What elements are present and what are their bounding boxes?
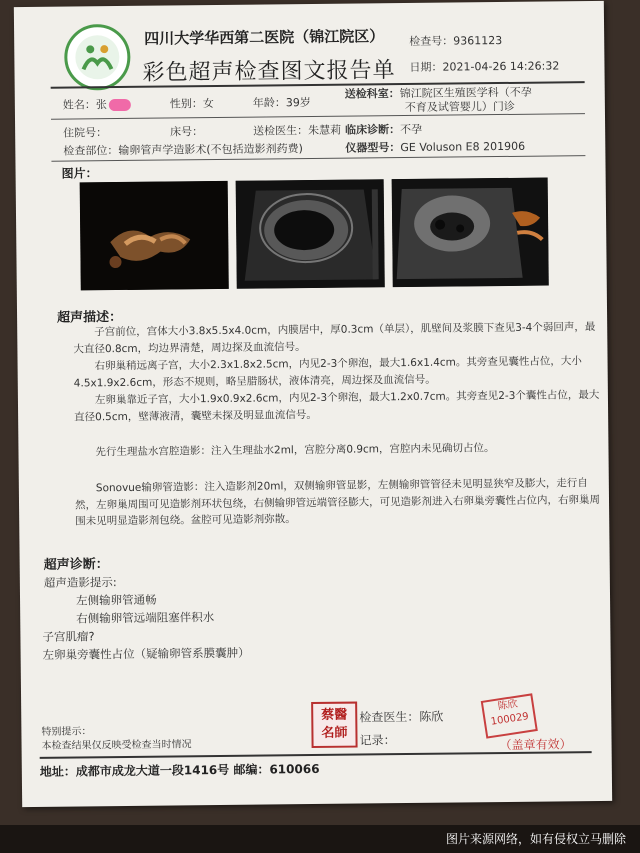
diagnosis-line-5: 左卵巢旁囊性占位（疑输卵管系膜囊肿）	[42, 645, 250, 662]
device-model-value: GE Voluson E8 201906	[400, 139, 526, 155]
ultrasound-image-2	[236, 179, 385, 289]
diagnosis-title: 超声诊断：	[43, 557, 109, 573]
ultrasound-image-3d	[80, 181, 229, 291]
footer-divider	[40, 751, 592, 759]
hospital-logo-icon	[73, 33, 122, 82]
bed-number: 床号：	[170, 125, 204, 139]
notice-text: 本检查结果仅反映受检查当时情况	[41, 739, 192, 752]
diagnosis-line-2: 左侧输卵管通畅	[75, 592, 157, 608]
patient-name-value: 张	[95, 98, 107, 112]
clinical-diagnosis-label: 临床诊断：	[345, 123, 401, 137]
report-date-value: 2021-04-26 14:26:32	[442, 59, 560, 74]
patient-divider-1	[51, 113, 585, 120]
patient-gender-value: 女	[202, 97, 214, 111]
exam-number	[409, 32, 502, 49]
referring-dept	[345, 86, 532, 116]
examining-doctor-value: 陈欣	[419, 709, 444, 724]
patient-gender-label: 性别：	[169, 97, 203, 111]
hospital-logo	[64, 24, 131, 91]
referring-dept-line1: 锦江院区生殖医学科（不孕	[399, 85, 532, 101]
hospital-number: 住院号：	[63, 126, 108, 140]
referring-doctor	[253, 122, 341, 139]
description-title: 超声描述：	[57, 309, 123, 326]
referring-doctor-label: 送检医生：	[253, 124, 309, 138]
examining-doctor-label: 检查医生：	[359, 709, 420, 725]
description-uterus: 子宫前位，宫体大小3.8x5.5x4.0cm，内膜居中，厚0.3cm（单层），肌壁间及浆膜下查见3-4个弱回声，最大直径0.8cm，均边界清楚，周边探及血流信号。	[73, 321, 596, 356]
doctor-seal-text: 蔡醫名師	[321, 707, 348, 741]
hospital-address: 地址：成都市成龙大道一段1416号 邮编：610066	[39, 761, 320, 779]
device-model-label: 仪器型号：	[345, 141, 401, 155]
seal-valid-note: （盖章有效）	[499, 737, 572, 753]
description-right-ovary: 右卵巢稍远离子宫，大小2.3x1.8x2.5cm，内见2-3个卵泡，最大1.6x1.4cm。其旁查见囊性占位，大小4.5x1.9x2.6cm，形态不规则，略呈腊肠状，液体清亮，周边探及血流信号。	[73, 355, 582, 390]
report-paper	[14, 1, 612, 807]
name-redaction	[109, 99, 131, 111]
clinical-diagnosis	[345, 121, 422, 138]
referring-doctor-value: 朱慧莉	[308, 123, 342, 138]
red-stamp	[481, 693, 538, 738]
description-saline: 先行生理盐水宫腔造影：注入生理盐水2ml，宫腔分离0.9cm，宫腔内未见确切占位。	[95, 442, 495, 459]
diagnosis-line-4: 子宫肌瘤?	[42, 629, 95, 644]
exam-part	[63, 140, 303, 159]
doctor-seal	[311, 702, 357, 748]
patient-name-label: 姓名：	[62, 98, 96, 112]
source-watermark: 图片来源网络，如有侵权立马删除	[0, 825, 640, 853]
ultrasound-image-3	[392, 178, 549, 288]
notice-title: 特别提示：	[41, 726, 92, 738]
clinical-diagnosis-value: 不孕	[400, 122, 423, 137]
referring-dept-label: 送检科室：	[344, 87, 400, 101]
patient-name	[63, 96, 131, 113]
description-sonovue: Sonovue输卵管造影：注入造影剂20ml，双侧输卵管显影，左侧输卵管管径未见明显狭窄及膨大，走行自然，左卵巢周围可见造影剂环状包绕，右侧输卵管远端管径膨大，可见造影剂进入右卵巢旁囊性占位内，右卵巢周围未见明显造影剂包绕。盆腔可见造影剂弥散。	[74, 477, 601, 528]
patient-age-label: 年龄：	[252, 96, 286, 110]
examining-doctor	[359, 708, 443, 726]
red-stamp-line2: 100029	[490, 711, 530, 728]
exam-number-value: 9361123	[453, 33, 503, 48]
device-model	[345, 138, 525, 156]
referring-dept-line2: 不育及试管婴儿）门诊	[404, 99, 515, 115]
patient-age-value: 39岁	[285, 96, 311, 110]
report-title: 彩色超声检查图文报告单	[142, 58, 396, 86]
exam-part-value: 输卵管声学造影术(不包括造影剂药费)	[118, 142, 303, 158]
patient-gender	[170, 95, 214, 111]
recorder-label: 记录：	[359, 733, 396, 748]
red-stamp-line1: 陈欣	[496, 698, 519, 713]
report-date	[409, 57, 559, 75]
report-date-label: 日期：	[409, 60, 443, 74]
patient-age	[253, 94, 311, 111]
exam-part-label: 检查部位：	[63, 144, 119, 158]
description-left-ovary: 左卵巢靠近子宫，大小1.9x0.9x2.6cm，内见2-3个卵泡，最大1.2x0.7cm。其旁查见2-3个囊性占位，最大直径0.5cm，壁薄液清，囊壁未探及明显血流信号。	[74, 389, 600, 424]
hospital-name: 四川大学华西第二医院（锦江院区）	[144, 27, 385, 48]
images-label: 图片：	[61, 166, 98, 181]
diagnosis-line-1: 超声造影提示:	[43, 575, 117, 590]
diagnosis-line-3: 右侧输卵管远端阻塞伴积水	[76, 610, 215, 626]
exam-number-label: 检查号：	[409, 34, 454, 48]
